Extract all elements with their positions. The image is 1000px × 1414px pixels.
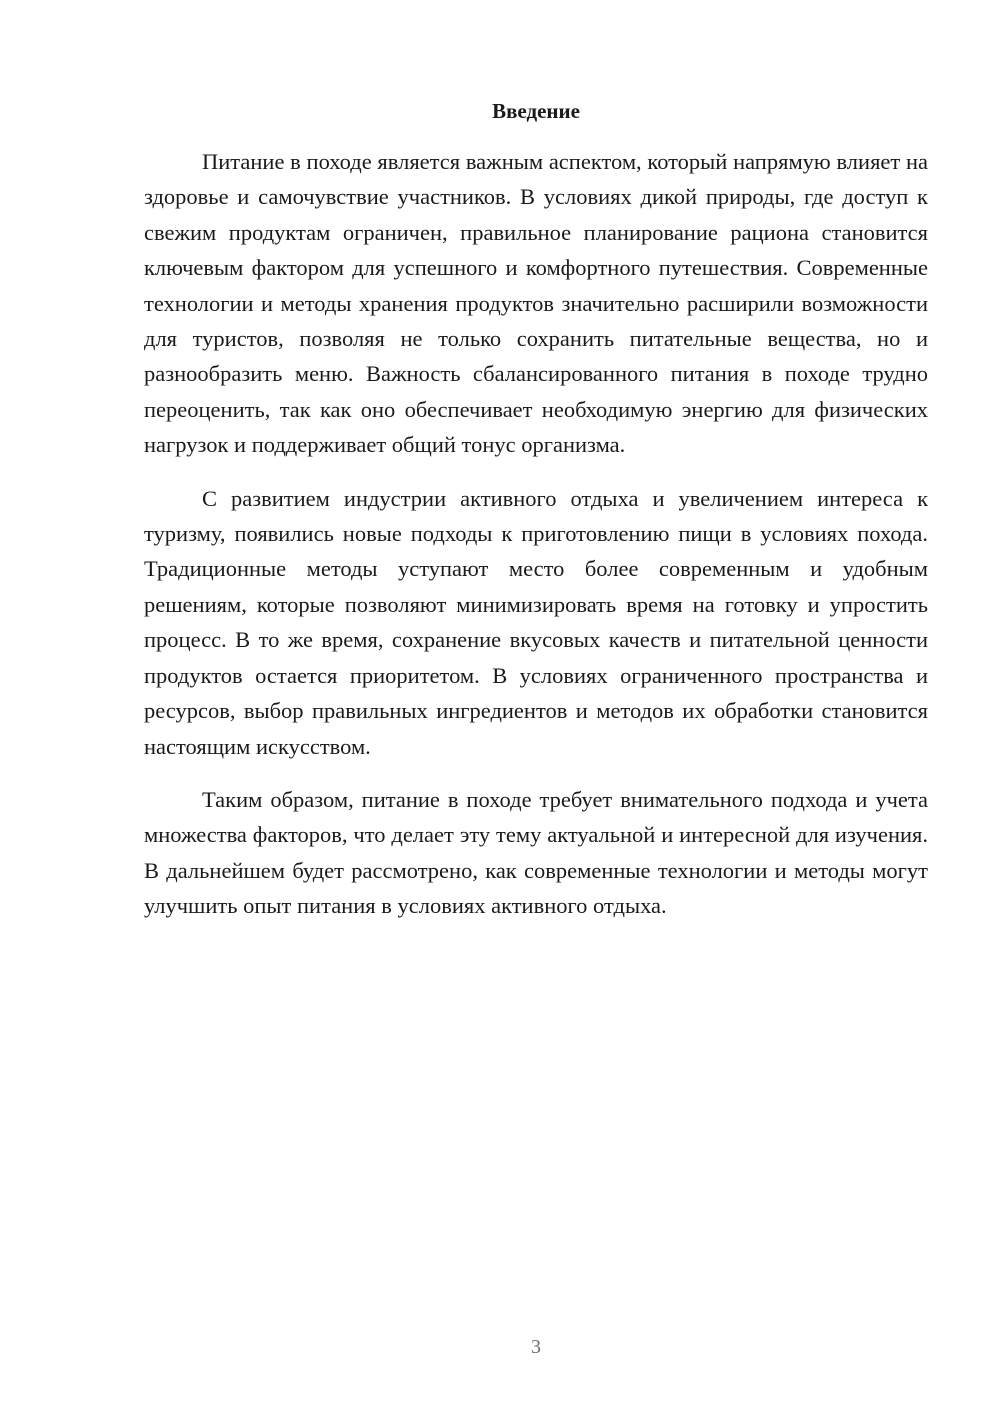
paragraph-2: С развитием индустрии активного отдыха и увеличением интереса к туризму, появились новые подходы к приготовлению пищи в условиях похода. Традиционные методы уступают место более современным и удобным решениям, которые позволяют минимизировать время на готовку и упростить процесс. В то же время, сохранение вкусовых качеств и питательной ценности продуктов остается приоритетом. В условиях ограниченного пространства и ресурсов, выбор правильных ингредиентов и методов их обработки становится настоящим искусством.	[144, 485, 928, 759]
body-text	[144, 144, 928, 924]
section-heading: Введение	[492, 99, 580, 123]
page-number: 3	[531, 1336, 541, 1358]
paragraph-1: Питание в походе является важным аспектом, который напрямую влияет на здоровье и самочувствие участников. В условиях дикой природы, где доступ к свежим продуктам ограничен, правильное планирование рациона становится ключевым фактором для успешного и комфортного путешествия. Современные технологии и методы хранения продуктов значительно расширили возможности для туристов, позволяя не только сохранить питательные вещества, но и разнообразить меню. Важность сбалансированного питания в походе трудно переоценить, так как оно обеспечивает необходимую энергию для физических нагрузок и поддерживает общий тонус организма.	[144, 149, 928, 458]
paragraph-3: Таким образом, питание в походе требует внимательного подхода и учета множества факторов, что делает эту тему актуальной и интересной для изучения. В дальнейшем будет рассмотрено, как современные технологии и методы могут улучшить опыт питания в условиях активного отдыха.	[144, 786, 928, 919]
